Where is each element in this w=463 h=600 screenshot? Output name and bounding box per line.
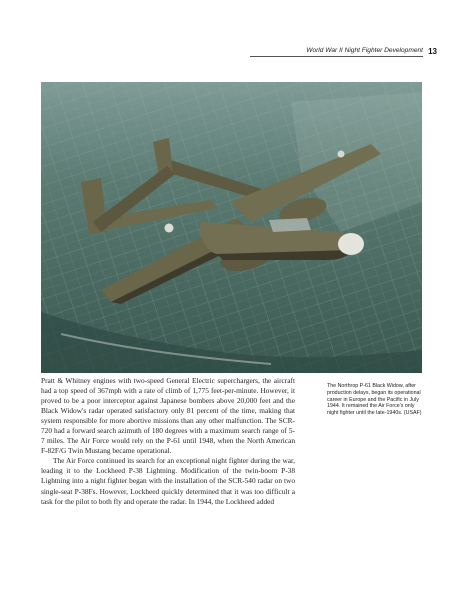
running-header-title: World War II Night Fighter Development	[306, 47, 423, 54]
aircraft-photo-illustration	[41, 82, 422, 373]
photo-caption: The Northrop P-61 Black Widow, after production delays, began its operational career in Europe and the Pacific in July 1944. It remained the Air Force's only night fighter until the late-1940s. (USAF)	[327, 383, 422, 417]
body-paragraph-1: Pratt & Whitney engines with two-speed General Electric superchargers, the aircraft had a top speed of 367mph with a rate of climb of 1,775 feet-per-minute. However, it proved to be a poor interceptor against Japanese bombers above 20,000 feet and the Black Widow's radar operated satisfactory only 81 percent of the time, making that system responsible for more abortive missions than any other malfunction. The SCR-720 had a forward search azimuth of 180 degrees with a maximum search range of 5-7 miles. The Air Force would rely on the P-61 until 1948, when the North American F-82F/G Twin Mustang became operational.	[41, 376, 295, 456]
body-text	[41, 376, 295, 507]
aircraft-photo	[41, 82, 422, 373]
running-header	[0, 47, 463, 59]
canopy	[269, 218, 311, 232]
body-paragraph-2: The Air Force continued its search for an exceptional night fighter during the war, leading it to the Lockheed P-38 Lightning. Modification of the twin-boom P-38 Lightning into a night fighter began with the installation of the SCR-540 radar on two single-seat P-38Fs. However, Lockheed quickly determined that it was too difficult a task for the pilot to both fly and operate the radar. In 1944, the Lockheed added	[41, 456, 295, 506]
header-rule	[250, 56, 423, 57]
insignia-star	[165, 224, 174, 233]
wing-insignia	[338, 151, 345, 158]
page-number: 13	[428, 47, 437, 56]
radar-nose	[338, 233, 364, 255]
